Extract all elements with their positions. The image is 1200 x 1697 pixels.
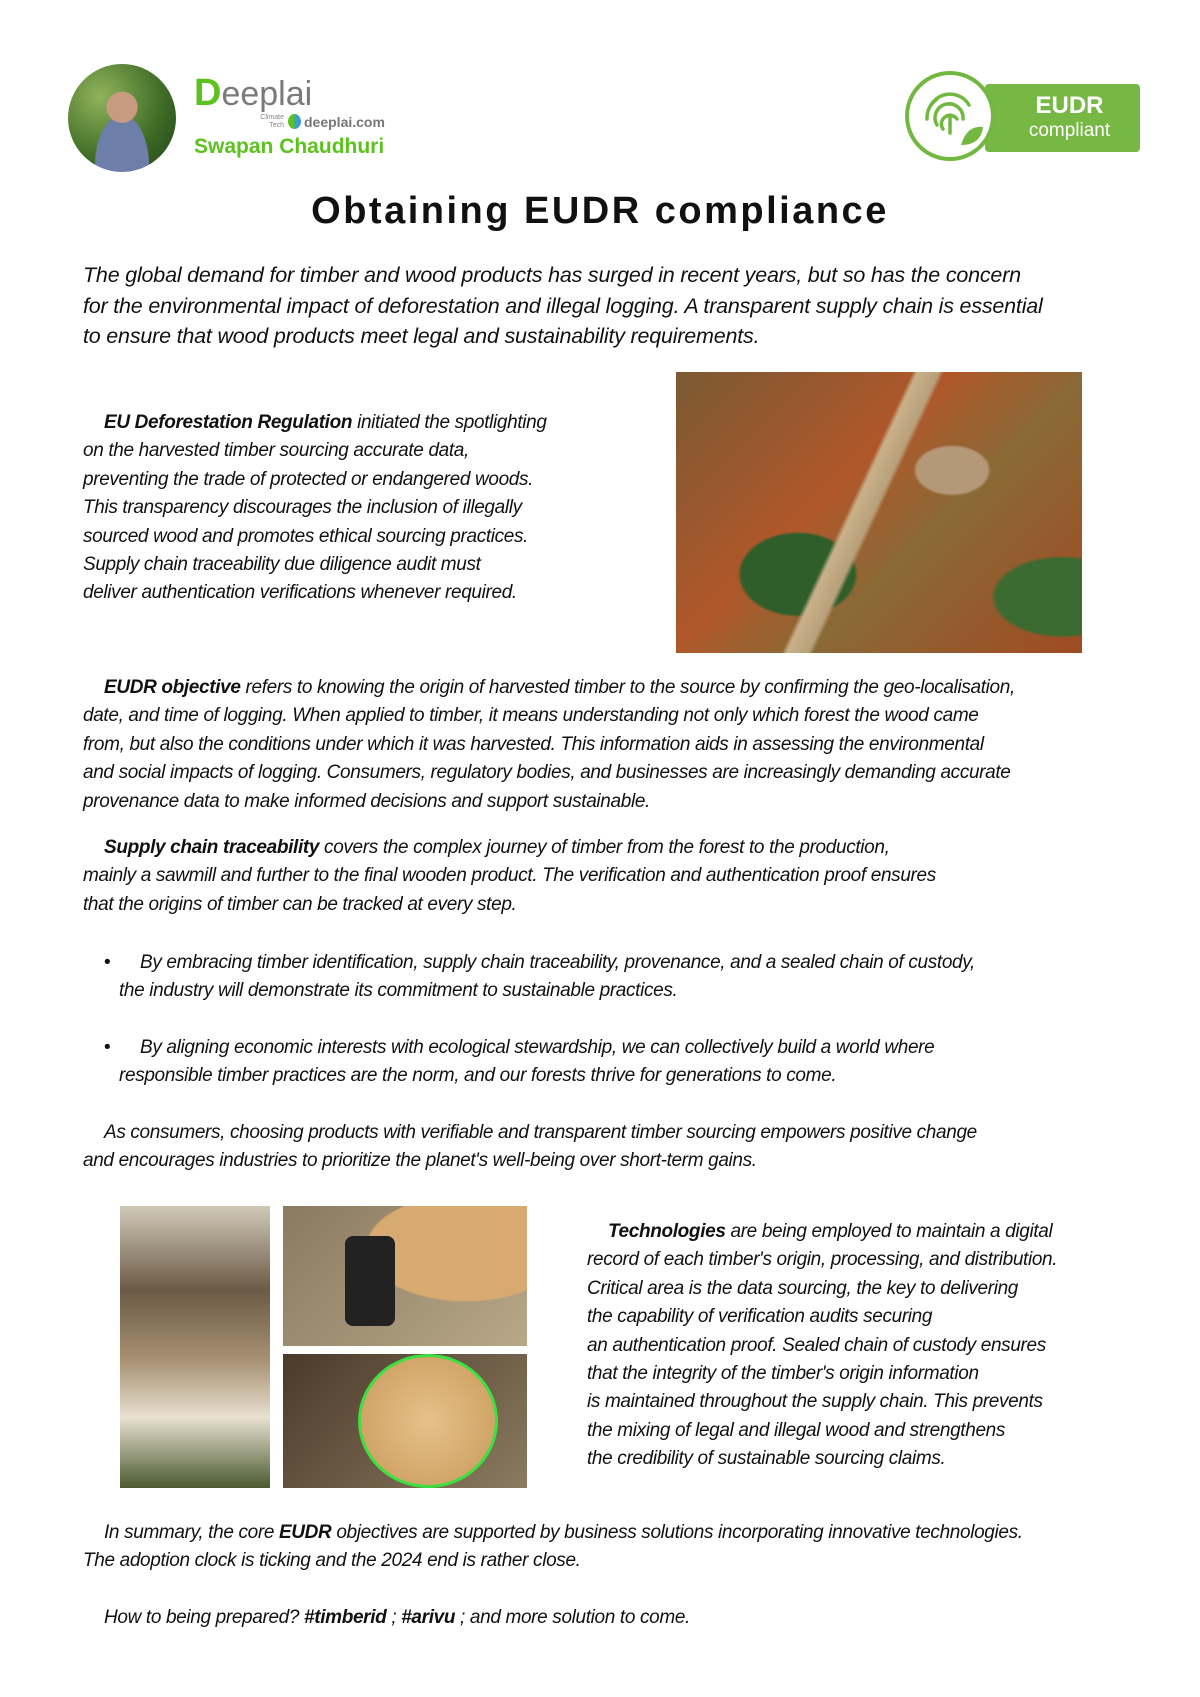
text: ; and more solution to come. bbox=[455, 1607, 690, 1628]
supply-chain-paragraph bbox=[83, 834, 936, 919]
text-line: By aligning economic interests with ecological stewardship, we can collectively build a world where bbox=[140, 1037, 935, 1058]
page-title: Obtaining EUDR compliance bbox=[311, 190, 889, 232]
eudr-objective-paragraph bbox=[83, 674, 1015, 816]
closing-line bbox=[83, 1604, 690, 1632]
lead-term: Technologies bbox=[608, 1221, 726, 1242]
badge-line1: EUDR bbox=[1035, 92, 1104, 119]
text: are being employed to maintain a digital bbox=[725, 1221, 1053, 1242]
logo-subtitle: Climate Tech bbox=[260, 114, 284, 129]
intro-line: for the environmental impact of deforestation and illegal logging. A transparent supply chain is essential bbox=[83, 293, 1043, 318]
deeplai-logo: Deeplai bbox=[194, 72, 313, 114]
text-line: that the integrity of the timber's origin information bbox=[587, 1363, 979, 1385]
smartphone-image bbox=[345, 1236, 395, 1326]
hashtag-arivu: #arivu bbox=[401, 1607, 456, 1628]
lead-term: EUDR bbox=[278, 1522, 332, 1543]
eudr-badge bbox=[985, 84, 1140, 152]
text-line: the industry will demonstrate its commitment to sustainable practices. bbox=[119, 980, 678, 1002]
text-line: mainly a sawmill and further to the final wooden product. The verification and authentication proof ensures bbox=[83, 865, 936, 887]
author-name: Swapan Chaudhuri bbox=[194, 135, 385, 158]
text-line: the credibility of sustainable sourcing claims. bbox=[587, 1448, 946, 1470]
bullet-icon: • bbox=[104, 1037, 111, 1058]
eudr-regulation-paragraph bbox=[83, 409, 547, 608]
badge-line2: compliant bbox=[1028, 120, 1111, 141]
bullet-icon: • bbox=[104, 952, 111, 973]
text: refers to knowing the origin of harvested timber to the source by confirming the geo-localisation, bbox=[240, 677, 1015, 698]
text: In summary, the core bbox=[104, 1522, 279, 1543]
lead-term: Supply chain traceability bbox=[104, 837, 320, 858]
text-line: Supply chain traceability due diligence audit must bbox=[83, 554, 481, 576]
text-line: As consumers, choosing products with verifiable and transparent timber sourcing empowers positive change bbox=[104, 1122, 977, 1143]
text-line: The adoption clock is ticking and the 2024 end is rather close. bbox=[83, 1550, 581, 1572]
text-line: sourced wood and promotes ethical sourcing practices. bbox=[83, 525, 529, 547]
aerial-logging-photo bbox=[676, 372, 1082, 653]
text-line: record of each timber's origin, processing, and distribution. bbox=[587, 1249, 1058, 1271]
timber-scanning-photo bbox=[120, 1206, 270, 1488]
author-avatar bbox=[68, 64, 176, 172]
technologies-paragraph bbox=[587, 1218, 1057, 1474]
intro-line: to ensure that wood products meet legal and sustainability requirements. bbox=[83, 324, 760, 348]
text-line: the mixing of legal and illegal wood and strengthens bbox=[587, 1419, 1006, 1441]
text: ; bbox=[386, 1607, 402, 1628]
intro-line: The global demand for timber and wood products has surged in recent years, but so has the concern bbox=[83, 263, 1021, 287]
text: How to being prepared? bbox=[104, 1607, 305, 1628]
bullet-item bbox=[104, 949, 975, 1006]
lead-term: EUDR objective bbox=[104, 677, 241, 698]
text-line: preventing the trade of protected or endangered woods. bbox=[83, 468, 534, 490]
text-line: deliver authentication verifications whenever required. bbox=[83, 582, 517, 604]
text-line: By embracing timber identification, supply chain traceability, provenance, and a sealed chain of custody, bbox=[140, 952, 975, 973]
text-line: provenance data to make informed decisions and support sustainable. bbox=[83, 790, 650, 812]
bullet-item bbox=[104, 1034, 934, 1091]
text-line: the capability of verification audits securing bbox=[587, 1306, 933, 1328]
text-line: This transparency discourages the inclusion of illegally bbox=[83, 497, 522, 519]
text: initiated the spotlighting bbox=[352, 412, 547, 433]
text-line: that the origins of timber can be tracked at every step. bbox=[83, 893, 517, 915]
hashtag-timberid: #timberid bbox=[304, 1607, 387, 1628]
summary-paragraph bbox=[83, 1519, 1023, 1576]
phone-scanning-log-photo bbox=[283, 1206, 527, 1346]
text-line: responsible timber practices are the norm, and our forests thrive for generations to come. bbox=[119, 1065, 837, 1087]
text-line: and encourages industries to prioritize the planet's well-being over short-term gains. bbox=[83, 1150, 757, 1172]
consumers-paragraph bbox=[83, 1119, 977, 1176]
logo-brain-icon bbox=[288, 114, 301, 129]
text-line: date, and time of logging. When applied to timber, it means understanding not only which forest the wood came bbox=[83, 705, 979, 727]
fingerprint-icon bbox=[905, 71, 995, 161]
log-detection-circle bbox=[358, 1354, 498, 1488]
text: covers the complex journey of timber from the forest to the production, bbox=[319, 837, 890, 858]
text-line: is maintained throughout the supply chain. This prevents bbox=[587, 1391, 1043, 1413]
text-line: on the harvested timber sourcing accurate data, bbox=[83, 440, 469, 462]
logo-url: deeplai.com bbox=[304, 114, 385, 130]
intro-paragraph bbox=[83, 260, 1043, 352]
text-line: an authentication proof. Sealed chain of custody ensures bbox=[587, 1334, 1046, 1356]
text-line: Critical area is the data sourcing, the key to delivering bbox=[587, 1277, 1019, 1299]
lead-term: EU Deforestation Regulation bbox=[104, 412, 353, 433]
text-line: from, but also the conditions under which it was harvested. This information aids in assessing the environmental bbox=[83, 733, 984, 755]
text-line: and social impacts of logging. Consumers, regulatory bodies, and businesses are increasingly demanding accurate bbox=[83, 762, 1011, 784]
text: objectives are supported by business solutions incorporating innovative technologies. bbox=[331, 1522, 1023, 1543]
